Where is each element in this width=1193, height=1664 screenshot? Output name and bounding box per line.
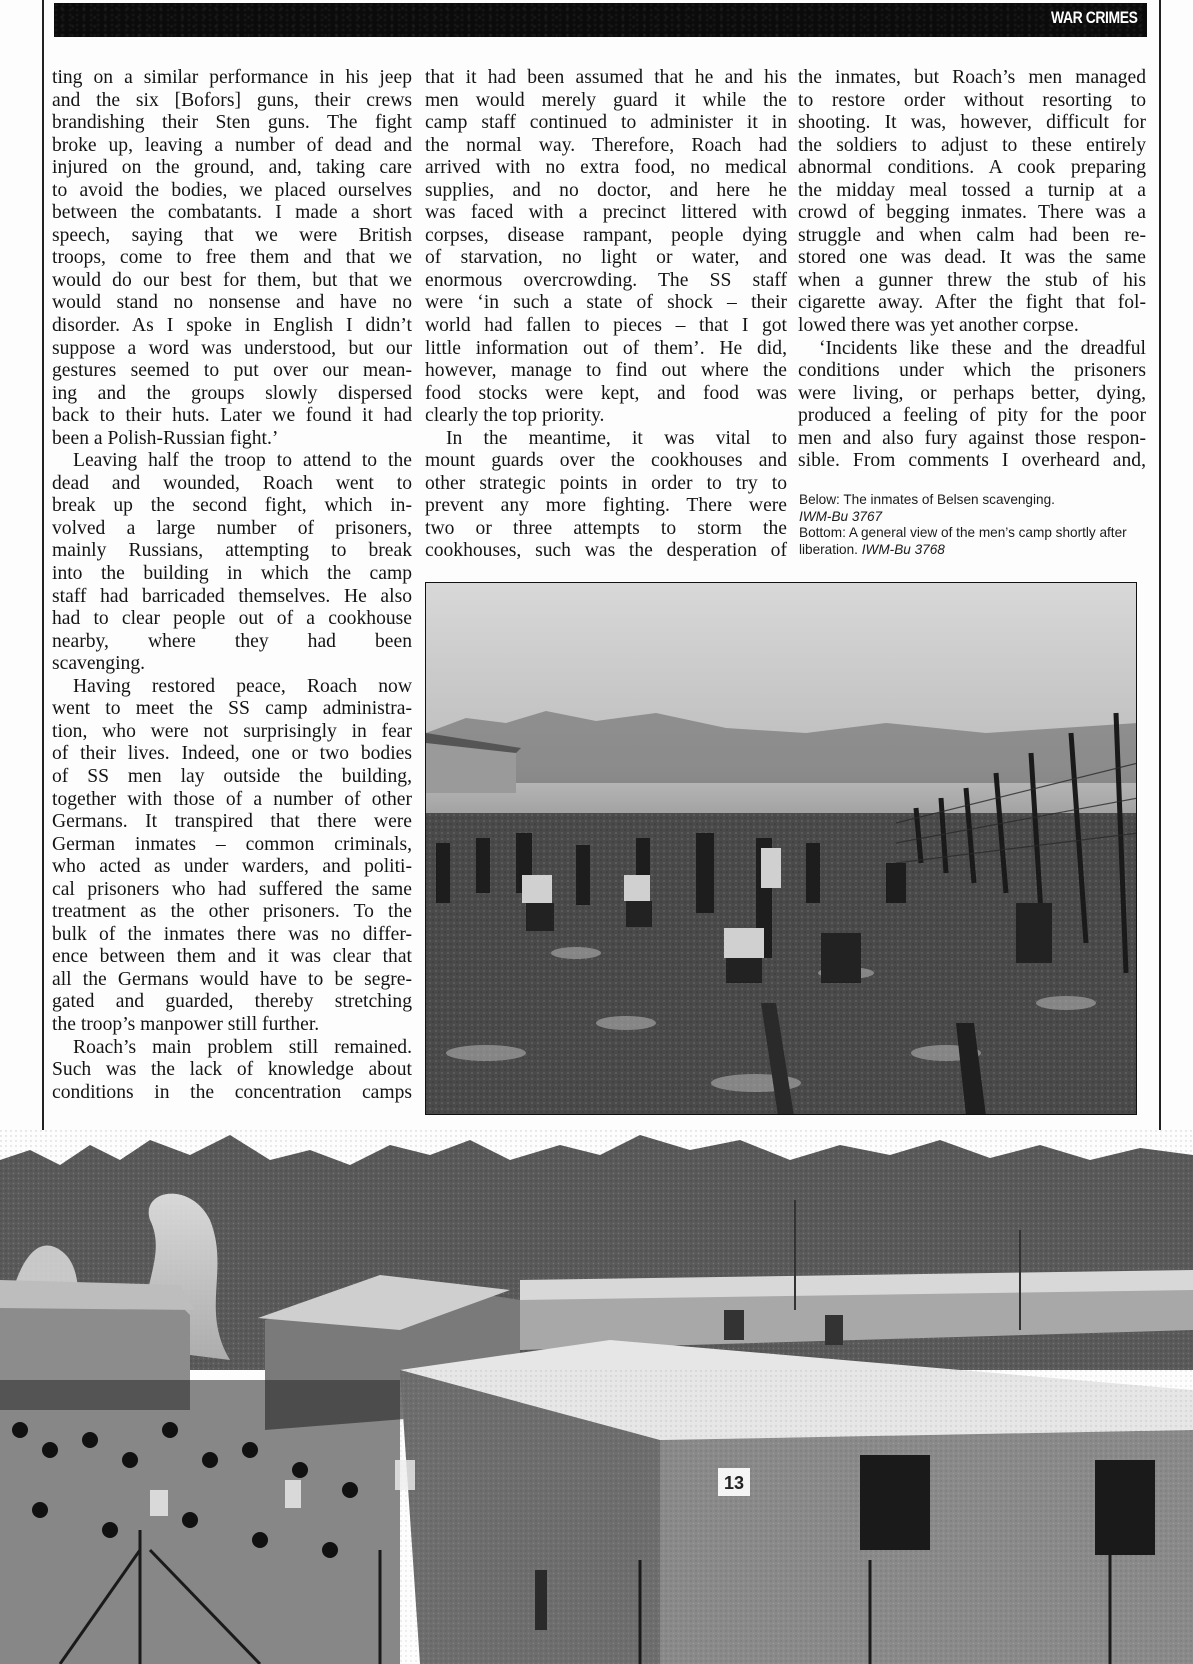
text-line: mount guards over the cookhouses and bbox=[425, 450, 787, 472]
text-line: men and also fury against those respon- bbox=[798, 427, 1146, 449]
text-line: Such was the lack of knowledge about bbox=[52, 1059, 412, 1081]
text-line: sible. From comments I overheard and, bbox=[798, 450, 1146, 472]
text-line: cookhouses, such was the desperation of bbox=[425, 540, 787, 562]
text-line: treatment as the other prisoners. To the bbox=[52, 901, 412, 923]
text-line: men would merely guard it while the bbox=[425, 89, 787, 111]
text-line: Leaving half the troop to attend to the bbox=[73, 450, 412, 472]
text-line: other strategic points in order to try to bbox=[425, 472, 787, 494]
text-line: little information out of them’. He did, bbox=[425, 337, 787, 359]
text-line: ‘Incidents like these and the dreadful bbox=[819, 337, 1146, 359]
text-line: together with those of a number of other bbox=[52, 788, 412, 810]
text-line: who acted as under warders, and politi- bbox=[52, 856, 412, 878]
text-line: were living, or perhaps better, dying, bbox=[798, 382, 1146, 404]
text-line: clearly the top priority. bbox=[425, 405, 605, 427]
photo-caption bbox=[799, 492, 1149, 558]
text-line: volved a large number of prisoners, bbox=[52, 517, 412, 539]
text-line: crowd of begging inmates. There was a bbox=[798, 202, 1146, 224]
caption-below-text: Below: The inmates of Belsen scavenging. bbox=[799, 492, 1055, 507]
text-line: conditions in the concentration camps bbox=[52, 1081, 412, 1103]
text-line: been a Polish-Russian fight.’ bbox=[52, 427, 279, 449]
text-line: staff had barricaded themselves. He also bbox=[52, 585, 412, 607]
section-title: WAR CRIMES bbox=[1050, 8, 1137, 27]
text-line: shooting. It was, however, difficult for bbox=[798, 112, 1146, 134]
text-line: world had fallen to pieces – that I got bbox=[425, 315, 787, 337]
text-column-1 bbox=[52, 67, 412, 1104]
hut-number: 13 bbox=[723, 1473, 745, 1493]
text-line: mainly Russians, attempting to break bbox=[52, 540, 412, 562]
text-line: were ‘in such a state of shock – their bbox=[425, 292, 787, 314]
text-line: scavenging. bbox=[52, 653, 146, 675]
text-line: gestures seemed to put over our mean- bbox=[52, 360, 412, 382]
text-line: abnormal conditions. A cook preparing bbox=[798, 157, 1146, 179]
text-line: dead and wounded, Roach went to bbox=[52, 472, 412, 494]
text-line: went to meet the SS camp administra- bbox=[52, 698, 412, 720]
text-line: of starvation, no light or water, and bbox=[425, 247, 787, 269]
text-line: when a gunner threw the stub of his bbox=[798, 269, 1146, 291]
caption-bottom-credit: IWM-Bu 3768 bbox=[861, 541, 945, 557]
text-line: all the Germans would have to be segre- bbox=[52, 968, 412, 990]
text-line: brandishing their Sten guns. The fight bbox=[52, 112, 412, 134]
text-line: the midday meal tossed a turnip at a bbox=[798, 179, 1146, 201]
photo-inmates-scavenging-image bbox=[426, 583, 1137, 1115]
text-line: had to clear people out of a cookhouse bbox=[52, 608, 412, 630]
text-line: the inmates, but Roach’s men managed bbox=[798, 67, 1146, 88]
text-line: corpses, disease rampant, people dying bbox=[425, 224, 787, 246]
text-line: would stand no nonsense and have no bbox=[52, 292, 412, 314]
text-line: arrived with no extra food, no medical bbox=[425, 157, 787, 179]
text-line: speech, saying that we were British bbox=[52, 224, 412, 246]
text-line: would do our best for them, but that we bbox=[52, 269, 412, 291]
text-line: that it had been assumed that he and his bbox=[425, 67, 787, 88]
text-line: tion, who were not surprisingly in fear bbox=[52, 720, 412, 742]
photo-inmates-scavenging bbox=[425, 582, 1137, 1115]
text-line: break up the second fight, which in- bbox=[52, 495, 412, 517]
text-line: bulk of the inmates there was no differ- bbox=[52, 923, 412, 945]
text-line: was faced with a precinct littered with bbox=[425, 202, 787, 224]
text-line: ing and the groups slowly dispersed bbox=[52, 382, 412, 404]
page-frame-right-rule bbox=[1159, 0, 1161, 1150]
text-line: camp staff continued to administer it in bbox=[425, 112, 787, 134]
text-line: German inmates – common criminals, bbox=[52, 833, 412, 855]
text-line: the soldiers to adjust to these entirely bbox=[798, 134, 1146, 156]
text-line: conditions under which the prisoners bbox=[798, 360, 1146, 382]
page-frame-left-rule bbox=[42, 0, 44, 1140]
text-line: and the six [Bofors] guns, their crews bbox=[52, 89, 412, 111]
photo-camp-general-view bbox=[0, 1130, 1193, 1664]
text-line: to restore order without resorting to bbox=[798, 89, 1146, 111]
text-line: injured on the ground, and, taking care bbox=[52, 157, 412, 179]
text-column-2 bbox=[425, 67, 787, 563]
caption-bottom-text: Bottom: A general view of the men’s camp shortly after liberation. bbox=[799, 525, 1127, 557]
text-line: the normal way. Therefore, Roach had bbox=[425, 134, 787, 156]
text-line: lowed there was yet another corpse. bbox=[798, 315, 1079, 337]
text-line: produced a feeling of pity for the poor bbox=[798, 405, 1146, 427]
text-line: back to their huts. Later we found it had bbox=[52, 405, 412, 427]
text-line: two or three attempts to storm the bbox=[425, 517, 787, 539]
text-line: struggle and when calm had been re- bbox=[798, 224, 1146, 246]
text-line: however, manage to find out where the bbox=[425, 360, 787, 382]
text-line: In the meantime, it was vital to bbox=[446, 427, 787, 449]
text-line: cal prisoners who had suffered the same bbox=[52, 878, 412, 900]
text-line: supplies, and no doctor, and here he bbox=[425, 179, 787, 201]
text-line: of SS men lay outside the building, bbox=[52, 765, 412, 787]
text-line: Roach’s main problem still remained. bbox=[73, 1036, 412, 1058]
text-line: nearby, where they had been bbox=[52, 630, 412, 652]
section-header-bar bbox=[54, 3, 1147, 37]
text-line: cigarette away. After the fight that fol- bbox=[798, 292, 1146, 314]
text-line: food stocks were kept, and food was bbox=[425, 382, 787, 404]
text-line: troops, come to free them and that we bbox=[52, 247, 412, 269]
text-line: prevent any more fighting. There were bbox=[425, 495, 787, 517]
text-line: stored one was dead. It was the same bbox=[798, 247, 1146, 269]
text-line: suppose a word was understood, but our bbox=[52, 337, 412, 359]
text-line: Having restored peace, Roach now bbox=[73, 675, 412, 697]
text-line: disorder. As I spoke in English I didn’t bbox=[52, 315, 412, 337]
text-line: Germans. It transpired that there were bbox=[52, 811, 412, 833]
text-line: of their lives. Indeed, one or two bodies bbox=[52, 743, 412, 765]
text-line: between the combatants. I made a short bbox=[52, 202, 412, 224]
text-line: into the building in which the camp bbox=[52, 563, 412, 585]
text-line: ting on a similar performance in his jeep bbox=[52, 67, 412, 88]
text-line: to avoid the bodies, we placed ourselves bbox=[52, 179, 412, 201]
photo-camp-general-view-image bbox=[0, 1130, 1193, 1664]
text-line: enormous overcrowding. The SS staff bbox=[425, 269, 787, 291]
text-line: ence between them and it was clear that bbox=[52, 946, 412, 968]
text-line: broke up, leaving a number of dead and bbox=[52, 134, 412, 156]
text-line: the troop’s manpower still further. bbox=[52, 1013, 320, 1035]
text-line: gated and guarded, thereby stretching bbox=[52, 991, 412, 1013]
caption-below-credit: IWM-Bu 3767 bbox=[799, 508, 883, 524]
text-column-3 bbox=[798, 67, 1146, 473]
